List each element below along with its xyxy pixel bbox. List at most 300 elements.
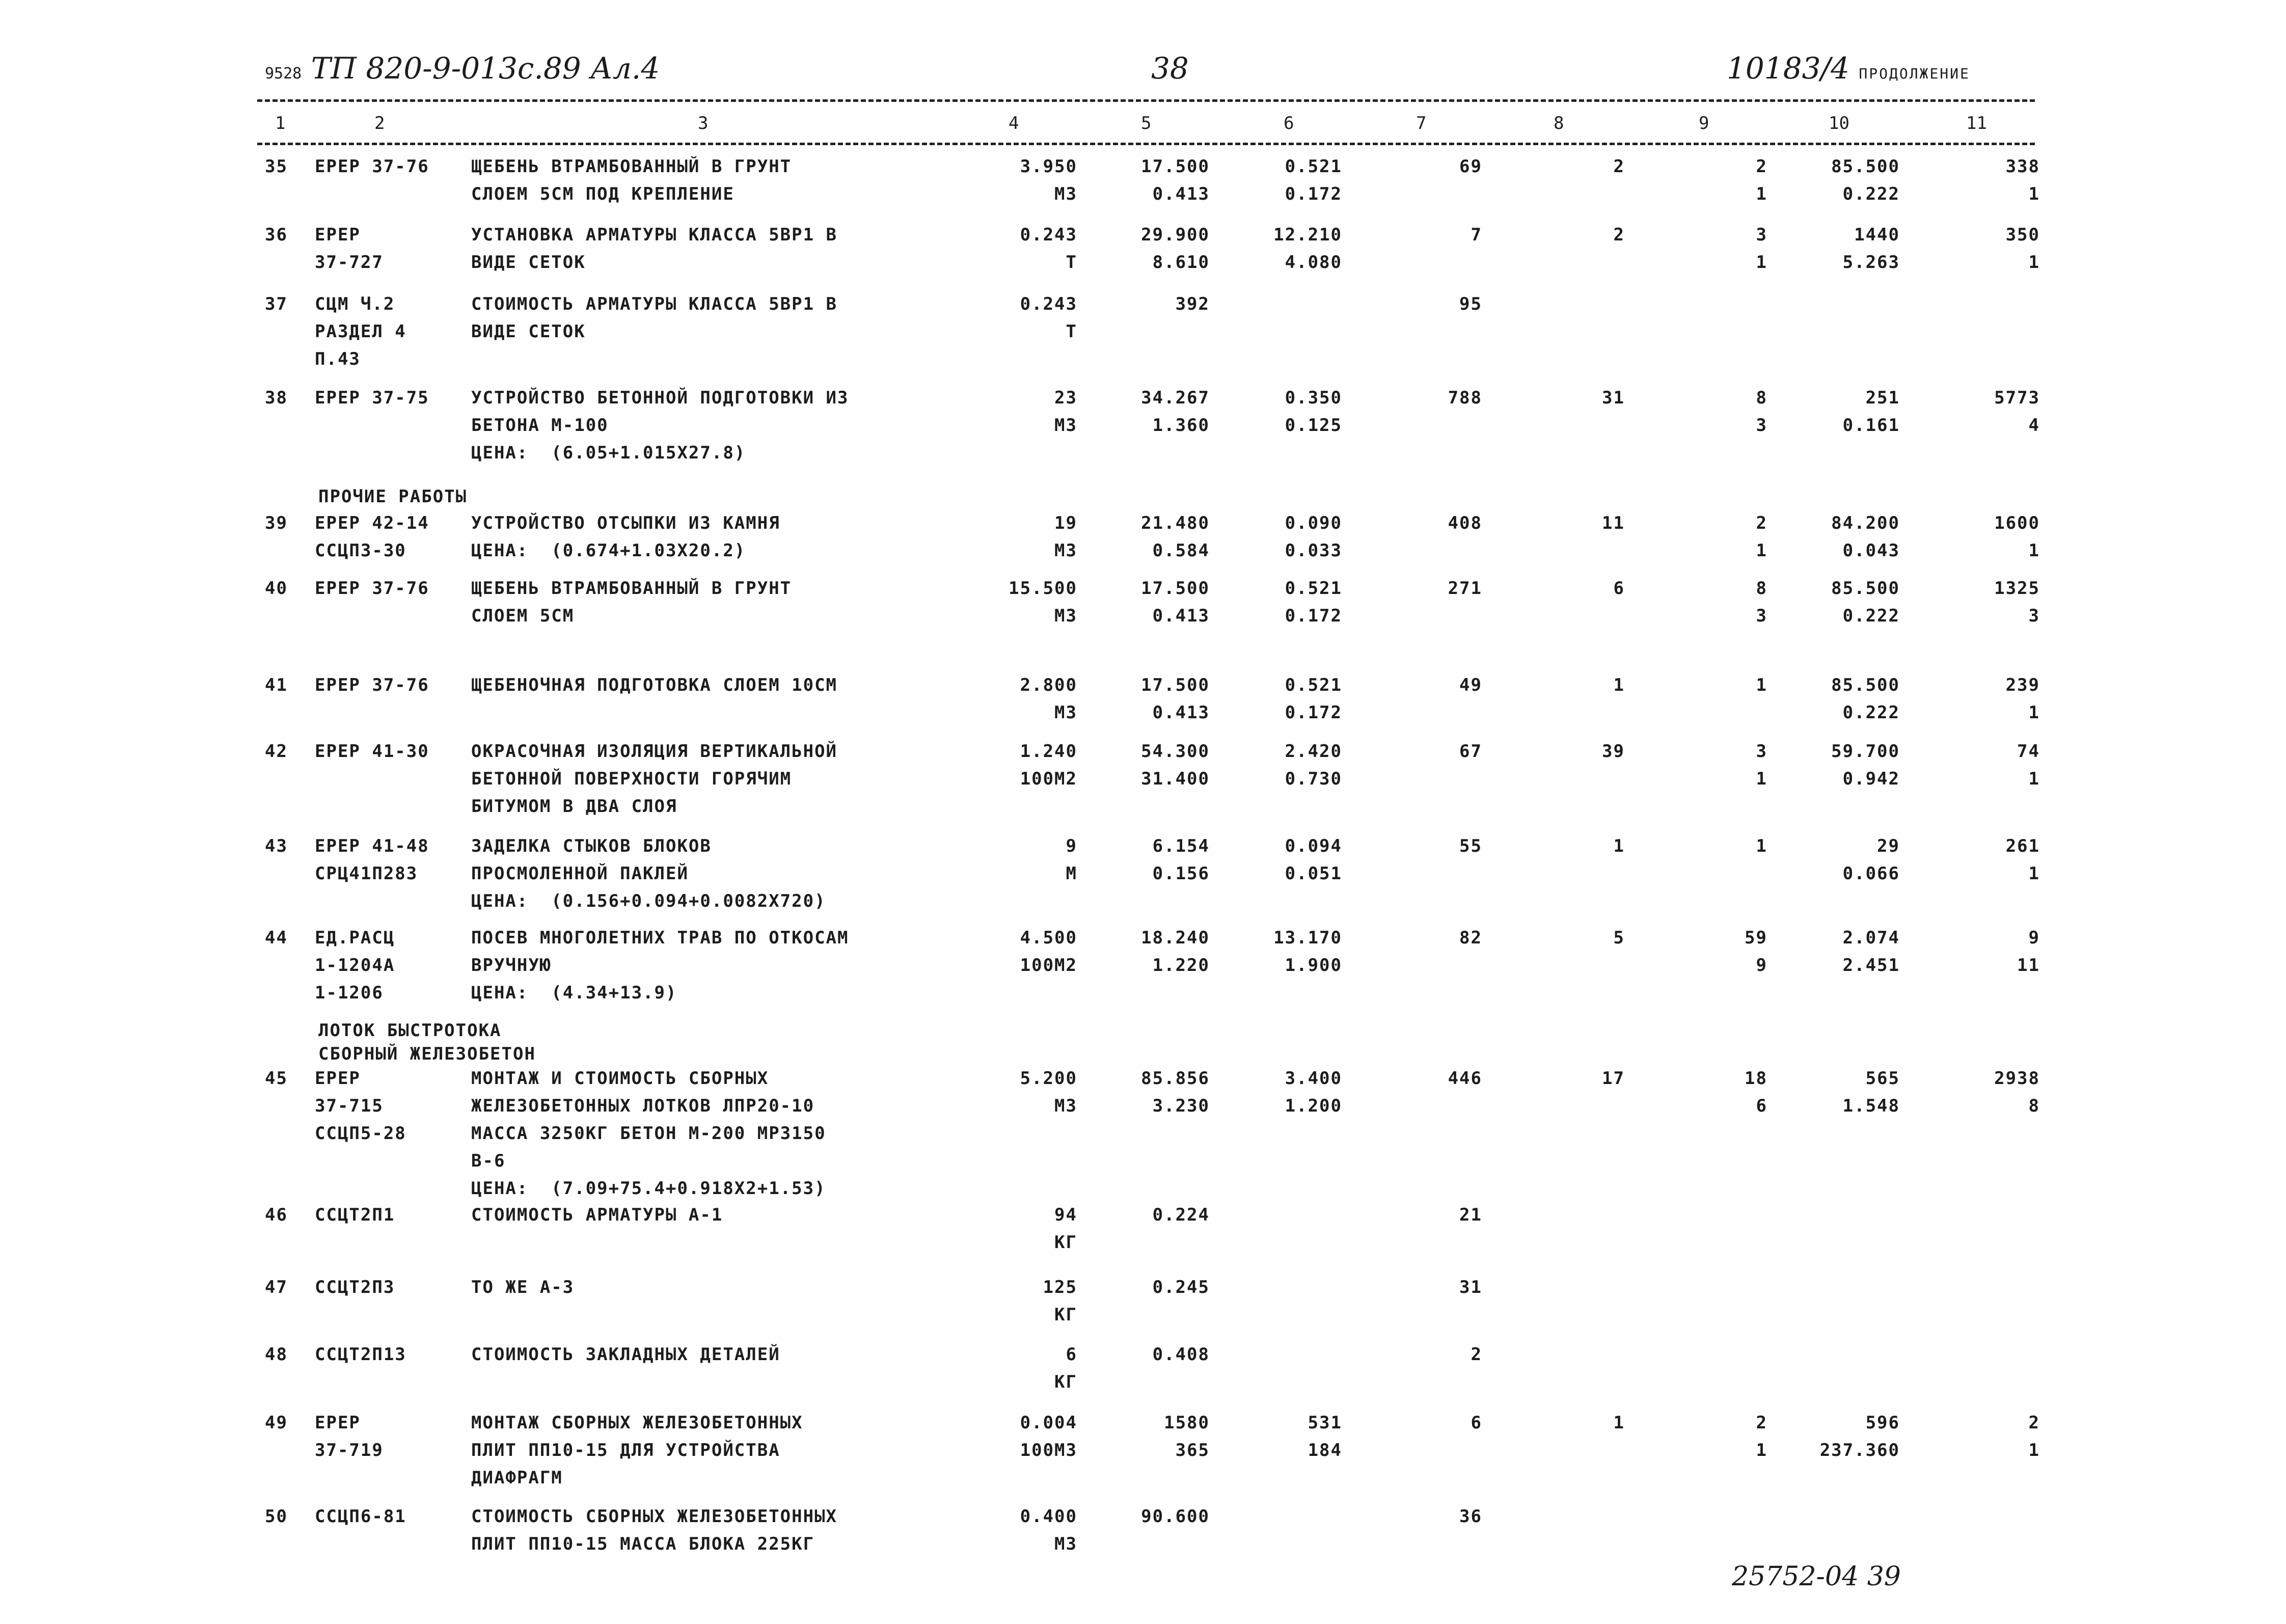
cell-line: 1440 [1854,225,1900,245]
cell-c6 [1233,221,1342,276]
cell-line: 4.500 [1020,928,1077,948]
cell-line: 1-1206 [315,983,384,1003]
ref-right: 10183/4 [1727,51,1849,86]
cell-code [315,290,468,373]
cell-line: М3 [1054,1534,1077,1554]
cell-name [471,153,981,208]
cell-c10 [1773,221,1900,276]
cell-line: 0.521 [1285,578,1342,599]
cell-line: 392 [1175,294,1210,314]
header-doc-ref [265,51,660,86]
cell-c5 [1100,1341,1210,1368]
cell-line: 0.408 [1152,1344,1210,1365]
header-rule [257,143,2035,145]
cell-line: 74 [2017,741,2040,762]
cell-line: 2.420 [1285,741,1342,762]
cell-c8 [1503,575,1625,602]
top-rule [257,99,2035,102]
cell-line: 6 [1066,1344,1077,1365]
cell-qty [968,832,1077,887]
cell-c5 [1100,153,1210,208]
cell-c10 [1773,509,1900,564]
cell-line: СЛОЕМ 5СМ ПОД КРЕПЛЕНИЕ [471,184,734,204]
cell-line: 271 [1448,578,1482,599]
cell-c5 [1100,1201,1210,1229]
cell-n [265,221,306,249]
cell-c11 [1925,221,2040,276]
cell-n [265,924,306,952]
cell-line: ЦЕНА: (4.34+13.9) [471,983,677,1003]
cell-line: 0.350 [1285,388,1342,408]
cell-line: М3 [1054,702,1077,723]
cell-line: 6.154 [1152,836,1210,856]
cell-line: 54.300 [1141,741,1210,762]
cell-n [265,575,306,602]
row-number: 35 [265,156,288,177]
cell-line: Т [1066,252,1077,273]
cell-line: 0.521 [1285,675,1342,695]
cell-line: ЕД.РАСЦ [315,928,395,948]
cell-line: 23 [1054,388,1077,408]
cell-line: ССЦТ2П3 [315,1277,395,1297]
cell-line: 31 [1459,1277,1482,1297]
cell-line: ЖЕЛЕЗОБЕТОННЫХ ЛОТКОВ ЛПР20-10 [471,1096,815,1116]
cell-c5 [1100,738,1210,793]
cell-qty [968,1409,1077,1464]
cell-line: 1 [2028,863,2040,884]
cell-line: 338 [2005,156,2040,177]
cell-line: ССЦП5-28 [315,1123,406,1144]
cell-c7 [1365,1065,1482,1092]
cell-n [265,738,306,765]
cell-name [471,1065,981,1202]
cell-qty [968,509,1077,564]
cell-c8 [1503,509,1625,537]
cell-line: 0.413 [1152,606,1210,626]
cell-qty [968,924,1077,979]
cell-c7 [1365,1503,1482,1530]
cell-c5 [1100,509,1210,564]
row-number: 48 [265,1344,288,1365]
cell-qty [968,153,1077,208]
cell-line: 37-719 [315,1440,384,1460]
cell-code [315,1503,468,1530]
cell-line: ДИАФРАГМ [471,1468,563,1488]
cell-line: 49 [1459,675,1482,695]
sheet-code: 9528 [265,65,302,83]
cell-c5 [1100,924,1210,979]
cell-line: 6 [1471,1413,1482,1433]
cell-line: 9 [1066,836,1077,856]
cell-line: 1-1204А [315,955,395,976]
cell-c11 [1925,671,2040,726]
cell-line: 1 [1756,836,1767,856]
cell-line: 1 [1756,252,1767,273]
cell-c7 [1365,221,1482,249]
cell-line: М3 [1054,184,1077,204]
cell-c10 [1773,832,1900,887]
cell-line: 69 [1459,156,1482,177]
cell-c5 [1100,221,1210,276]
cell-line: 15.500 [1009,578,1077,599]
cell-line: СТОИМОСТЬ ЗАКЛАДНЫХ ДЕТАЛЕЙ [471,1344,780,1365]
cell-line: ПРОСМОЛЕННОЙ ПАКЛЕЙ [471,863,689,884]
cell-line: ССЦП3-30 [315,540,406,561]
cell-line: ЩЕБЕНОЧНАЯ ПОДГОТОВКА СЛОЕМ 10СМ [471,675,838,695]
cell-code [315,509,468,564]
cell-c6 [1233,924,1342,979]
cell-c9 [1655,924,1767,979]
cell-line: МОНТАЖ И СТОИМОСТЬ СБОРНЫХ [471,1068,769,1089]
cell-line: М3 [1054,415,1077,436]
cell-line: 788 [1448,388,1482,408]
cell-line: 0.413 [1152,702,1210,723]
cell-c9 [1655,509,1767,564]
cell-line: 0.051 [1285,863,1342,884]
cell-line: 239 [2005,675,2040,695]
header-right [1727,51,1970,86]
cell-line: 0.172 [1285,184,1342,204]
cell-qty [968,575,1077,630]
cell-line: 3 [1756,606,1767,626]
cell-line: 1.240 [1020,741,1077,762]
page-number: 38 [1151,51,1189,86]
cell-line: 12.210 [1273,225,1342,245]
cell-line: 13.170 [1273,928,1342,948]
cell-line: 0.033 [1285,540,1342,561]
continued-label: ПРОДОЛЖЕНИЕ [1859,65,1970,82]
col-header: 10 [1829,113,1849,133]
cell-line: 59.700 [1831,741,1900,762]
cell-code [315,384,468,412]
cell-n [265,1065,306,1092]
cell-line: БЕТОНА М-100 [471,415,609,436]
cell-c8 [1503,738,1625,765]
cell-line: ССЦП6-81 [315,1506,406,1527]
cell-line: 0.730 [1285,769,1342,789]
cell-line: 84.200 [1831,513,1900,533]
cell-c9 [1655,671,1767,699]
row-number: 47 [265,1277,288,1297]
cell-c6 [1233,738,1342,793]
cell-c8 [1503,924,1625,952]
cell-line: 3 [1756,741,1767,762]
cell-line: 59 [1745,928,1767,948]
cell-line: 350 [2005,225,2040,245]
cell-name [471,1409,981,1492]
cell-c11 [1925,738,2040,793]
cell-code [315,1065,468,1147]
cell-line: 17 [1602,1068,1625,1089]
col-header: 2 [374,113,385,133]
cell-line: ЕРЕР [315,225,361,245]
cell-line: 1 [1613,675,1625,695]
cell-line: 3.950 [1020,156,1077,177]
cell-line: 100М2 [1020,955,1077,976]
cell-line: ОКРАСОЧНАЯ ИЗОЛЯЦИЯ ВЕРТИКАЛЬНОЙ [471,741,838,762]
cell-line: 2 [1613,225,1625,245]
cell-line: 1.900 [1285,955,1342,976]
cell-c8 [1503,671,1625,699]
cell-c6 [1233,153,1342,208]
cell-code [315,221,468,276]
cell-c5 [1100,671,1210,726]
cell-line: 3 [1756,225,1767,245]
cell-line: 2 [2028,1413,2040,1433]
cell-c5 [1100,1409,1210,1464]
cell-c7 [1365,384,1482,412]
cell-line: 4 [2028,415,2040,436]
cell-line: 82 [1459,928,1482,948]
cell-line: 17.500 [1141,675,1210,695]
cell-c7 [1365,575,1482,602]
cell-line: КГ [1054,1372,1077,1392]
cell-line: 94 [1054,1205,1077,1225]
cell-line: МОНТАЖ СБОРНЫХ ЖЕЛЕЗОБЕТОННЫХ [471,1413,803,1433]
cell-line: ВРУЧНУЮ [471,955,552,976]
cell-code [315,738,468,765]
cell-name [471,509,981,564]
cell-c11 [1925,1409,2040,1464]
cell-line: 1580 [1164,1413,1210,1433]
row-number: 36 [265,225,288,245]
cell-line: 0.521 [1285,156,1342,177]
cell-line: ССЦТ2П13 [315,1344,406,1365]
cell-line: 0.222 [1842,606,1900,626]
cell-line: 0.584 [1152,540,1210,561]
cell-line: М3 [1054,1096,1077,1116]
cell-line: ЩЕБЕНЬ ВТРАМБОВАННЫЙ В ГРУНТ [471,156,792,177]
cell-line: 0.161 [1842,415,1900,436]
cell-line: 1 [1613,836,1625,856]
cell-code [315,153,468,180]
cell-line: 125 [1043,1277,1077,1297]
cell-line: Т [1066,321,1077,342]
cell-line: 2.074 [1842,928,1900,948]
row-number: 45 [265,1068,288,1089]
cell-line: ЩЕБЕНЬ ВТРАМБОВАННЫЙ В ГРУНТ [471,578,792,599]
cell-name [471,1503,981,1558]
cell-line: ЦЕНА: (0.674+1.03Х20.2) [471,540,746,561]
cell-line: 85.500 [1831,156,1900,177]
cell-name [471,671,981,699]
cell-line: 365 [1175,1440,1210,1460]
cell-c10 [1773,384,1900,439]
cell-line: 8 [1756,388,1767,408]
cell-c6 [1233,1409,1342,1464]
cell-c5 [1100,1503,1210,1530]
cell-c5 [1100,1065,1210,1120]
cell-c7 [1365,1341,1482,1368]
cell-line: УСТРОЙСТВО БЕТОННОЙ ПОДГОТОВКИ ИЗ [471,388,849,408]
cell-c11 [1925,924,2040,979]
cell-line: 5 [1613,928,1625,948]
cell-line: БИТУМОМ В ДВА СЛОЯ [471,796,677,817]
cell-c10 [1773,1065,1900,1120]
cell-line: 1 [1756,1440,1767,1460]
doc-reference: ТП 820-9-013с.89 Ал.4 [311,51,660,86]
cell-c8 [1503,221,1625,249]
cell-line: ПЛИТ ПП10-15 МАССА БЛОКА 225КГ [471,1534,815,1554]
row-number: 37 [265,294,288,314]
cell-line: 237.360 [1819,1440,1900,1460]
cell-code [315,1201,468,1229]
cell-line: 18.240 [1141,928,1210,948]
cell-line: 6 [1613,578,1625,599]
row-number: 42 [265,741,288,762]
cell-line: ЕРЕР [315,1068,361,1089]
cell-line: 8.610 [1152,252,1210,273]
cell-line: УСТРОЙСТВО ОТСЫПКИ ИЗ КАМНЯ [471,513,780,533]
col-header: 1 [275,113,286,133]
cell-name [471,290,981,345]
cell-c10 [1773,1409,1900,1464]
cell-c5 [1100,290,1210,318]
cell-line: 3 [1756,415,1767,436]
cell-n [265,832,306,860]
cell-line: 85.500 [1831,578,1900,599]
row-number: 40 [265,578,288,599]
cell-c7 [1365,924,1482,952]
cell-n [265,671,306,699]
cell-line: 95 [1459,294,1482,314]
cell-code [315,1409,468,1464]
cell-line: 31.400 [1141,769,1210,789]
cell-n [265,1341,306,1368]
cell-line: 1.548 [1842,1096,1900,1116]
cell-line: 36 [1459,1506,1482,1527]
cell-line: 2 [1756,513,1767,533]
cell-c11 [1925,832,2040,887]
cell-c9 [1655,832,1767,860]
cell-c10 [1773,575,1900,630]
cell-line: МАССА 3250КГ БЕТОН М-200 МРЗ150 [471,1123,826,1144]
cell-line: 0.243 [1020,294,1077,314]
cell-line: 1.200 [1285,1096,1342,1116]
cell-line: 18 [1745,1068,1767,1089]
cell-c7 [1365,671,1482,699]
cell-code [315,832,468,887]
row-number: 44 [265,928,288,948]
cell-line: 1 [1756,769,1767,789]
cell-line: 11 [2017,955,2040,976]
cell-c6 [1233,671,1342,726]
cell-code [315,924,468,1007]
cell-line: ЕРЕР 42-14 [315,513,429,533]
row-number: 49 [265,1413,288,1433]
cell-code [315,671,468,699]
cell-line: 37-715 [315,1096,384,1116]
row-number: 39 [265,513,288,533]
cell-c7 [1365,1409,1482,1437]
cell-line: 17.500 [1141,156,1210,177]
cell-line: М3 [1054,540,1077,561]
cell-line: 29.900 [1141,225,1210,245]
cell-line: 0.222 [1842,184,1900,204]
cell-line: 1.220 [1152,955,1210,976]
cell-line: ЕРЕР 37-75 [315,388,429,408]
cell-line: 5.263 [1842,252,1900,273]
cell-line: 2 [1756,156,1767,177]
cell-line: 0.066 [1842,863,1900,884]
cell-c9 [1655,738,1767,793]
cell-line: СЛОЕМ 5СМ [471,606,575,626]
cell-c7 [1365,832,1482,860]
cell-line: СТОИМОСТЬ АРМАТУРЫ КЛАССА 5ВР1 В [471,294,838,314]
cell-line: 2 [1756,1413,1767,1433]
cell-line: П.43 [315,349,361,369]
cell-line: 5.200 [1020,1068,1077,1089]
cell-name [471,1201,981,1229]
cell-c6 [1233,832,1342,887]
cell-line: ЕРЕР 37-76 [315,578,429,599]
cell-line: СЦМ Ч.2 [315,294,395,314]
cell-line: 0.243 [1020,225,1077,245]
cell-line: 17.500 [1141,578,1210,599]
cell-line: 3.230 [1152,1096,1210,1116]
cell-qty [968,1065,1077,1120]
cell-name [471,738,981,820]
row-number: 41 [265,675,288,695]
cell-qty [968,290,1077,345]
cell-line: 1 [2028,702,2040,723]
cell-c5 [1100,384,1210,439]
cell-n [265,1274,306,1301]
cell-line: 261 [2005,836,2040,856]
cell-line: 0.224 [1152,1205,1210,1225]
cell-c10 [1773,924,1900,979]
cell-line: ССЦТ2П1 [315,1205,395,1225]
cell-line: 2.800 [1020,675,1077,695]
cell-qty [968,1274,1077,1329]
cell-line: 2.451 [1842,955,1900,976]
cell-line: 21 [1459,1205,1482,1225]
cell-code [315,575,468,602]
cell-n [265,384,306,412]
cell-line: 39 [1602,741,1625,762]
cell-line: 11 [1602,513,1625,533]
cell-line: М [1066,863,1077,884]
cell-c9 [1655,384,1767,439]
cell-line: ЗАДЕЛКА СТЫКОВ БЛОКОВ [471,836,712,856]
cell-line: 408 [1448,513,1482,533]
cell-line: КГ [1054,1232,1077,1253]
cell-n [265,290,306,318]
row-number: 46 [265,1205,288,1225]
cell-c10 [1773,738,1900,793]
cell-line: ВИДЕ СЕТОК [471,252,586,273]
cell-code [315,1341,468,1368]
cell-line: 0.413 [1152,184,1210,204]
cell-name [471,832,981,915]
section-other-works: ПРОЧИЕ РАБОТЫ [318,486,468,507]
cell-qty [968,384,1077,439]
cell-n [265,509,306,537]
cell-name [471,575,981,630]
cell-line: 29 [1877,836,1900,856]
cell-line: 34.267 [1141,388,1210,408]
row-number: 50 [265,1506,288,1527]
cell-line: 1600 [1994,513,2040,533]
cell-line: ВИДЕ СЕТОК [471,321,586,342]
cell-line: 565 [1865,1068,1900,1089]
cell-qty [968,1341,1077,1396]
cell-line: 9 [2028,928,2040,948]
cell-line: В-6 [471,1151,506,1171]
cell-c11 [1925,1065,2040,1120]
cell-line: ЕРЕР 37-76 [315,675,429,695]
cell-c7 [1365,738,1482,765]
